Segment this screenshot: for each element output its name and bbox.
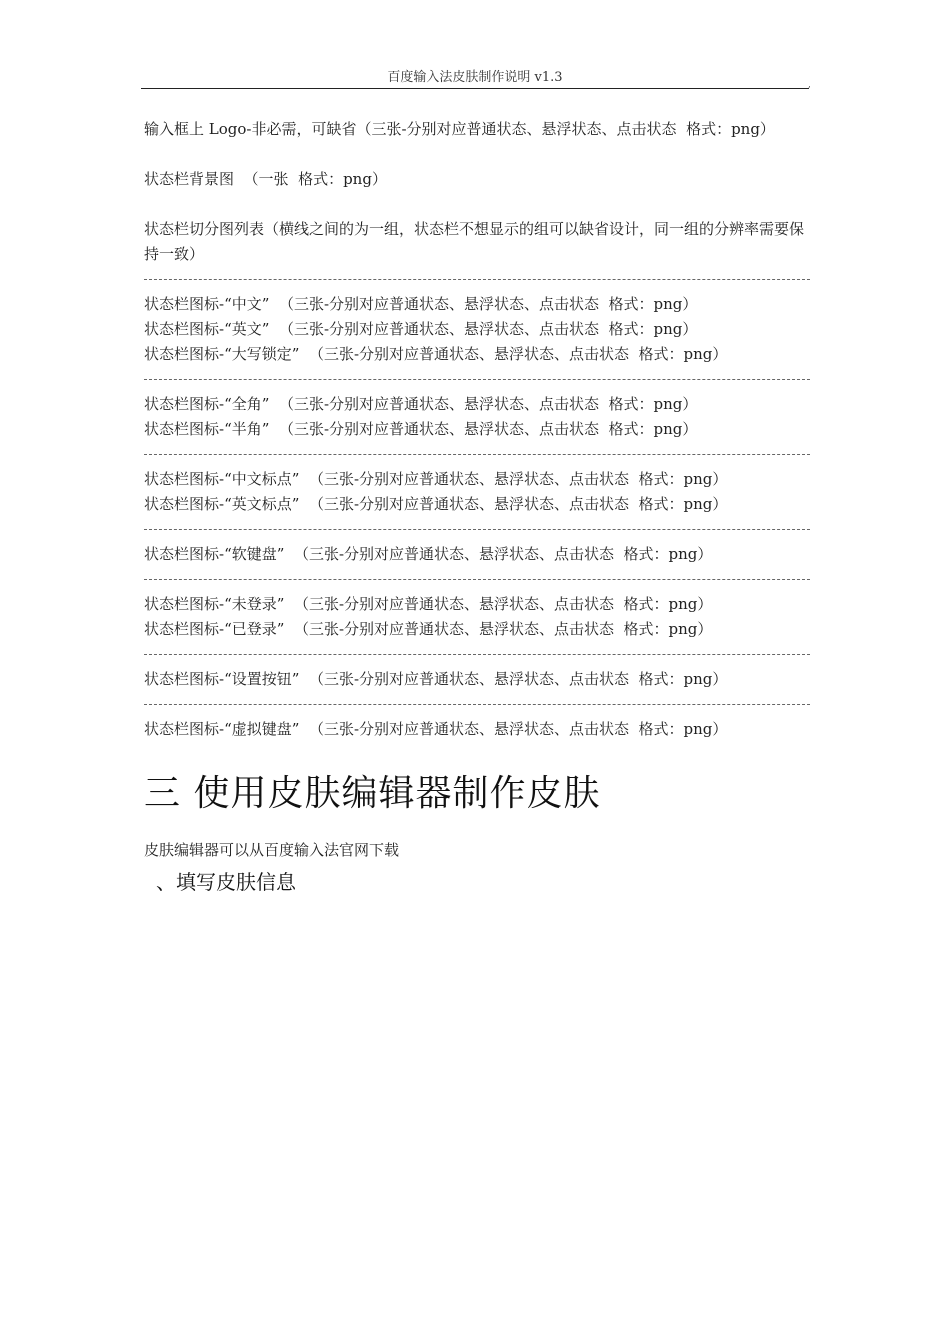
status-icon-item: 状态栏图标-“已登录” （三张-分别对应普通状态、悬浮状态、点击状态 格式：png） [144, 620, 713, 638]
status-icon-item: 状态栏图标-“设置按钮” （三张-分别对应普通状态、悬浮状态、点击状态 格式：png） [144, 670, 728, 688]
status-icon-item: 状态栏图标-“软键盘” （三张-分别对应普通状态、悬浮状态、点击状态 格式：png） [144, 545, 713, 563]
status-icon-item: 状态栏图标-“未登录” （三张-分别对应普通状态、悬浮状态、点击状态 格式：png） [144, 595, 713, 613]
dashed-separator [144, 517, 810, 542]
subsection-heading: 、填写皮肤信息 [156, 870, 296, 894]
section-heading: 三 使用皮肤编辑器制作皮肤 [144, 773, 601, 814]
document-body [144, 117, 810, 742]
statusbar-bg-paragraph: 状态栏背景图 （一张 格式：png） [144, 170, 387, 188]
status-icon-item: 状态栏图标-“中文” （三张-分别对应普通状态、悬浮状态、点击状态 格式：png） [144, 295, 698, 313]
dashed-separator [144, 642, 810, 667]
status-icon-item: 状态栏图标-“虚拟键盘” （三张-分别对应普通状态、悬浮状态、点击状态 格式：png） [144, 720, 728, 738]
icon-groups [144, 267, 810, 742]
slice-list-paragraph: 状态栏切分图列表（横线之间的为一组，状态栏不想显示的组可以缺省设计，同一组的分辨率需要保持一致） [144, 220, 805, 263]
page-header: 百度输入法皮肤制作说明 v1.3 [387, 70, 563, 85]
dashed-separator [144, 367, 810, 392]
dashed-separator [144, 692, 810, 717]
dashed-separator [144, 567, 810, 592]
status-icon-item: 状态栏图标-“中文标点” （三张-分别对应普通状态、悬浮状态、点击状态 格式：png） [144, 470, 728, 488]
dashed-separator [144, 267, 810, 292]
status-icon-item: 状态栏图标-“半角” （三张-分别对应普通状态、悬浮状态、点击状态 格式：png） [144, 420, 698, 438]
header-rule [141, 88, 809, 89]
header-mark: , [808, 80, 811, 90]
section-body: 皮肤编辑器可以从百度输入法官网下载 [144, 841, 400, 859]
status-icon-item: 状态栏图标-“英文标点” （三张-分别对应普通状态、悬浮状态、点击状态 格式：png） [144, 495, 728, 513]
spacer [144, 142, 810, 167]
status-icon-item: 状态栏图标-“全角” （三张-分别对应普通状态、悬浮状态、点击状态 格式：png） [144, 395, 698, 413]
status-icon-item: 状态栏图标-“英文” （三张-分别对应普通状态、悬浮状态、点击状态 格式：png） [144, 320, 698, 338]
dashed-separator [144, 442, 810, 467]
logo-paragraph: 输入框上 Logo-非必需，可缺省（三张-分别对应普通状态、悬浮状态、点击状态 格式：png） [144, 120, 775, 138]
spacer [144, 192, 810, 217]
status-icon-item: 状态栏图标-“大写锁定” （三张-分别对应普通状态、悬浮状态、点击状态 格式：png） [144, 345, 728, 363]
